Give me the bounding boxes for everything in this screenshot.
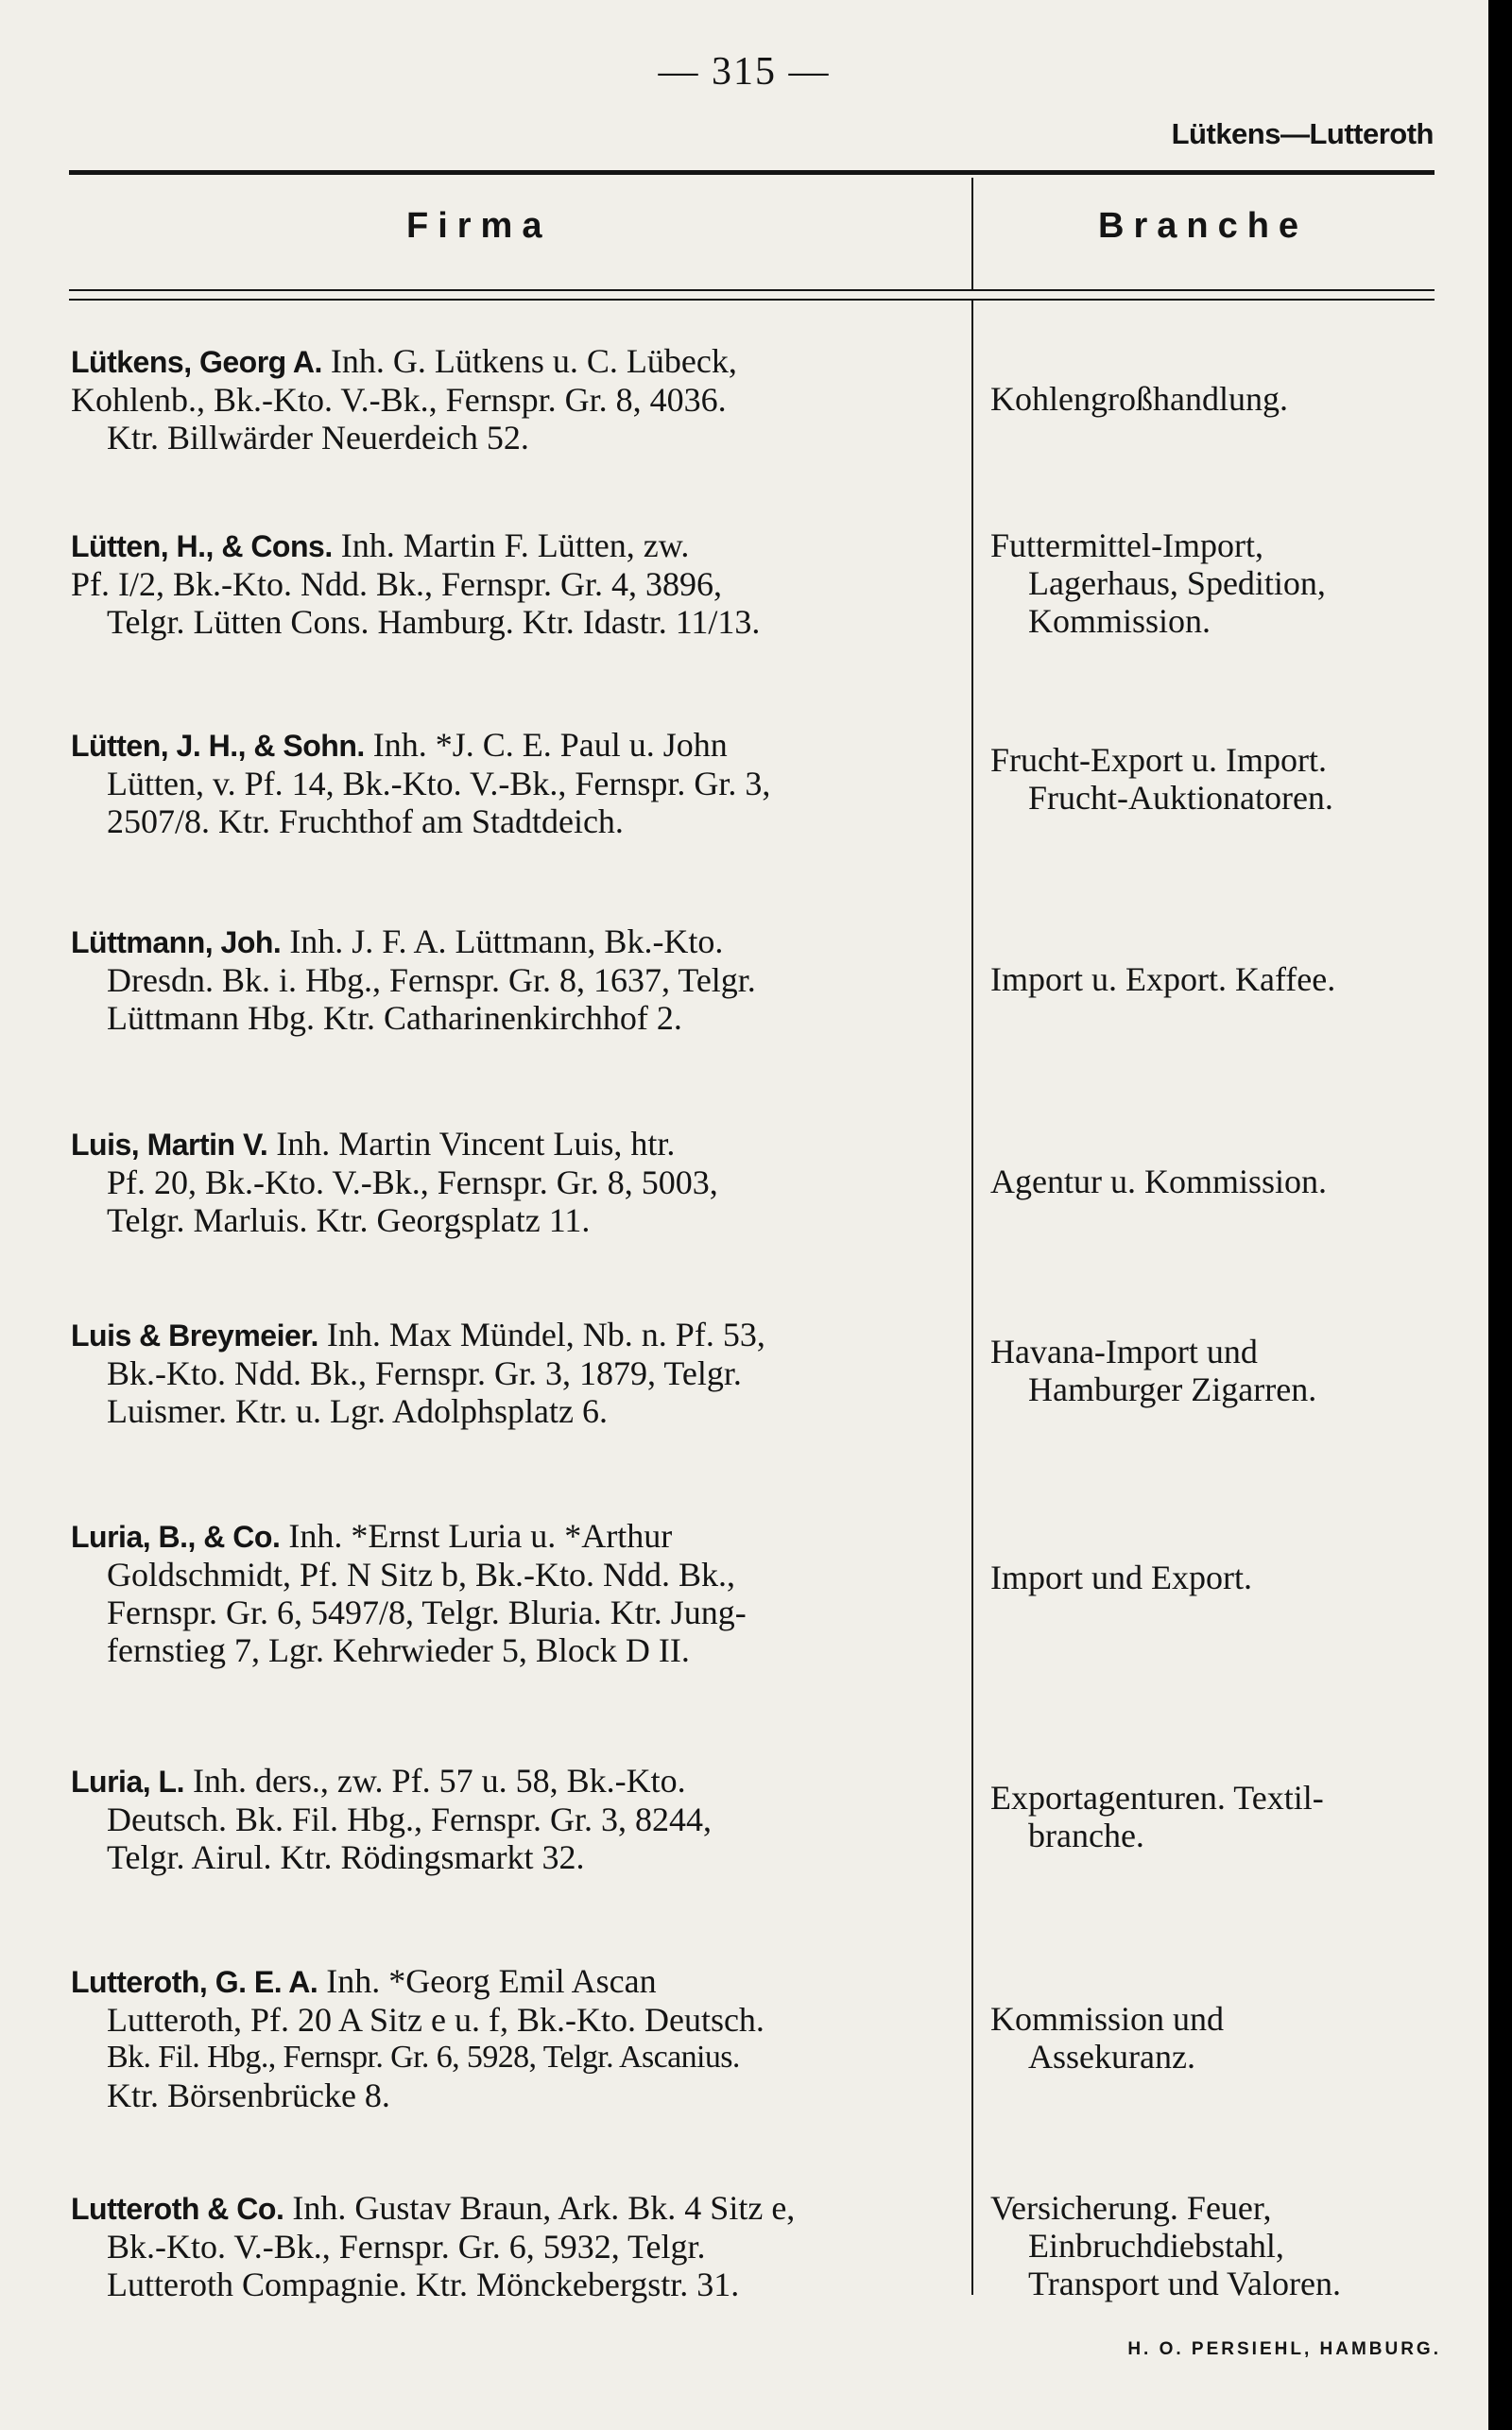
branch-line: Exportagenturen. Textil- xyxy=(990,1779,1324,1817)
entry-line: Lütten, v. Pf. 14, Bk.-Kto. V.-Bk., Fernspr. Gr. 3, xyxy=(107,765,771,802)
entry-line: Kohlenb., Bk.-Kto. V.-Bk., Fernspr. Gr. 8, 4036. xyxy=(71,381,727,419)
branch-line xyxy=(990,342,1444,380)
body-column-divider xyxy=(971,301,973,2295)
header-rule xyxy=(69,289,1435,291)
firm-name: Luis & Breymeier. xyxy=(71,1318,318,1353)
branch-text xyxy=(990,1962,1444,2076)
branch-line: Kommission. xyxy=(1028,602,1211,640)
firm-text xyxy=(71,922,965,1037)
entry-line: Dresdn. Bk. i. Hbg., Fernspr. Gr. 8, 1637, Telgr. xyxy=(107,961,756,999)
branch-text xyxy=(990,526,1444,640)
branch-line: Einbruchdiebstahl, xyxy=(1028,2227,1284,2265)
entry-line: Ktr. Billwärder Neuerdeich 52. xyxy=(107,419,529,457)
scan-edge xyxy=(1488,0,1512,2430)
branch-text xyxy=(990,1762,1444,1854)
firm-text xyxy=(71,2189,965,2303)
firm-text xyxy=(71,1517,965,1669)
entry-line: Luismer. Ktr. u. Lgr. Adolphsplatz 6. xyxy=(107,1392,608,1430)
branch-line: Import u. Export. Kaffee. xyxy=(990,960,1336,998)
branch-text xyxy=(990,1125,1444,1200)
entry-line: Deutsch. Bk. Fil. Hbg., Fernspr. Gr. 3, 8244, xyxy=(107,1801,713,1838)
firm-text xyxy=(71,1125,965,1239)
entry-line: Inh. *Ernst Luria u. *Arthur xyxy=(288,1517,673,1555)
firm-text xyxy=(71,526,965,641)
firm-text xyxy=(71,726,965,840)
branch-line: Versicherung. Feuer, xyxy=(990,2189,1272,2227)
entry-line: Inh. *Georg Emil Ascan xyxy=(326,1962,657,2000)
branch-line xyxy=(990,922,1444,960)
branch-text xyxy=(990,726,1444,817)
branch-line: Frucht-Export u. Import. xyxy=(990,741,1327,779)
branch-line: Import und Export. xyxy=(990,1559,1252,1596)
entry-line: Inh. J. F. A. Lüttmann, Bk.-Kto. xyxy=(289,922,724,960)
firm-name: Lüttmann, Joh. xyxy=(71,925,282,959)
firm-name: Lutteroth & Co. xyxy=(71,2192,284,2226)
firm-name: Lutteroth, G. E. A. xyxy=(71,1965,318,1999)
entry-line: Bk.-Kto. Ndd. Bk., Fernspr. Gr. 3, 1879, Telgr. xyxy=(107,1354,742,1392)
header-column-divider xyxy=(971,178,973,289)
firm-name: Lütten, J. H., & Sohn. xyxy=(71,729,365,763)
branch-line: Kohlengroßhandlung. xyxy=(990,380,1288,418)
entry-line: Pf. 20, Bk.-Kto. V.-Bk., Fernspr. Gr. 8, 5003, xyxy=(107,1163,718,1201)
branch-column-header: Branche xyxy=(1098,206,1309,246)
header-rule-double xyxy=(69,299,1435,301)
printer-imprint: H. O. PERSIEHL, HAMBURG. xyxy=(1127,2339,1441,2359)
branch-text xyxy=(990,922,1444,998)
branch-line: branche. xyxy=(1028,1817,1144,1854)
entry-line: Inh. Max Mündel, Nb. n. Pf. 53, xyxy=(326,1316,765,1353)
page-number: — 315 — xyxy=(658,50,831,94)
entry-line: 2507/8. Ktr. Fruchthof am Stadtdeich. xyxy=(107,802,624,840)
entry-line: Inh. Martin F. Lütten, zw. xyxy=(340,526,690,564)
branch-text xyxy=(990,2189,1444,2302)
entry-line: Telgr. Lütten Cons. Hamburg. Ktr. Idastr. 11/13. xyxy=(107,603,761,641)
branch-line: Transport und Valoren. xyxy=(1028,2265,1341,2302)
entry-line: fernstieg 7, Lgr. Kehrwieder 5, Block D II. xyxy=(107,1631,690,1669)
entry-line: Lutteroth Compagnie. Ktr. Mönckebergstr. 31. xyxy=(107,2266,740,2303)
entry-line: Telgr. Marluis. Ktr. Georgsplatz 11. xyxy=(107,1201,591,1239)
firm-text xyxy=(71,342,965,457)
branch-text xyxy=(990,1316,1444,1408)
top-rule xyxy=(69,170,1435,175)
branch-line: Kommission und xyxy=(990,2000,1225,2038)
running-head: Lütkens—Lutteroth xyxy=(1171,117,1434,150)
firm-text xyxy=(71,1316,965,1430)
entry-line: Inh. Gustav Braun, Ark. Bk. 4 Sitz e, xyxy=(292,2189,796,2227)
firm-name: Luria, L. xyxy=(71,1765,184,1799)
branch-line: Assekuranz. xyxy=(1028,2038,1195,2076)
branch-line: Agentur u. Kommission. xyxy=(990,1163,1327,1200)
entry-line: Inh. *J. C. E. Paul u. John xyxy=(372,726,728,764)
firm-name: Lütkens, Georg A. xyxy=(71,345,322,379)
entry-line: Goldschmidt, Pf. N Sitz b, Bk.-Kto. Ndd. Bk., xyxy=(107,1556,736,1594)
branch-line: Hamburger Zigarren. xyxy=(1028,1370,1317,1408)
entry-line: Inh. Martin Vincent Luis, htr. xyxy=(276,1125,676,1163)
entry-line: Lüttmann Hbg. Ktr. Catharinenkirchhof 2. xyxy=(107,999,682,1037)
branch-text xyxy=(990,342,1444,418)
branch-text xyxy=(990,1517,1444,1596)
entry-line: Ktr. Börsenbrücke 8. xyxy=(107,2077,390,2114)
firm-name: Luis, Martin V. xyxy=(71,1128,268,1162)
entry-line: Inh. G. Lütkens u. C. Lübeck, xyxy=(330,342,737,380)
entry-line: Telgr. Airul. Ktr. Rödingsmarkt 32. xyxy=(107,1838,585,1876)
entry-line: Fernspr. Gr. 6, 5497/8, Telgr. Bluria. Ktr. Jung- xyxy=(107,1594,747,1631)
entry-line: Lutteroth, Pf. 20 A Sitz e u. f, Bk.-Kto. Deutsch. xyxy=(107,2001,765,2039)
firm-text xyxy=(71,1762,965,1876)
branch-line: Havana-Import und xyxy=(990,1333,1258,1370)
firm-name: Luria, B., & Co. xyxy=(71,1520,281,1554)
branch-line: Futtermittel-Import, xyxy=(990,526,1263,564)
firm-name: Lütten, H., & Cons. xyxy=(71,529,333,563)
entry-line: Bk.-Kto. V.-Bk., Fernspr. Gr. 6, 5932, Telgr. xyxy=(107,2228,706,2266)
entry-line: Pf. I/2, Bk.-Kto. Ndd. Bk., Fernspr. Gr. 4, 3896, xyxy=(71,565,723,603)
entry-line: Inh. ders., zw. Pf. 57 u. 58, Bk.-Kto. xyxy=(192,1762,686,1800)
firm-text xyxy=(71,1962,965,2114)
branch-line xyxy=(990,1125,1444,1163)
firm-column-header: Firma xyxy=(406,206,552,246)
branch-line: Frucht-Auktionatoren. xyxy=(1028,779,1333,817)
entry-line: Bk. Fil. Hbg., Fernspr. Gr. 6, 5928, Telgr. Ascanius. xyxy=(107,2040,740,2075)
branch-line: Lagerhaus, Spedition, xyxy=(1028,564,1326,602)
